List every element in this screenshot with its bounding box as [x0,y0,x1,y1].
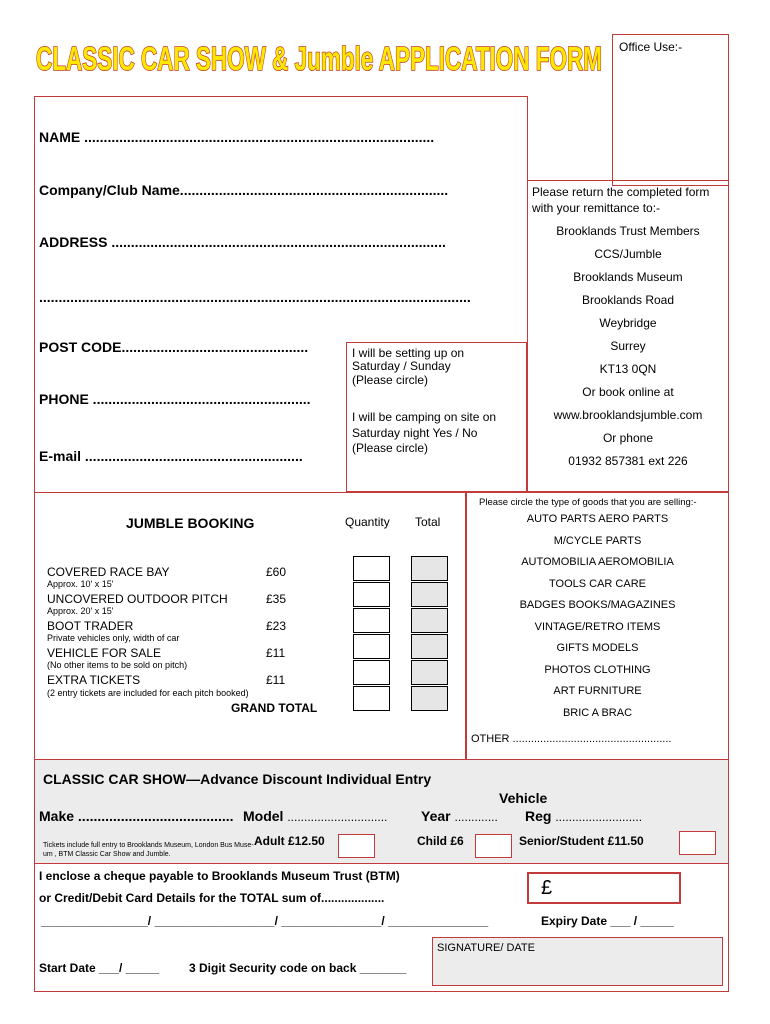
reg-dots: .......................... [555,810,643,824]
cheque-line: I enclose a cheque payable to Brooklands Museum Trust (BTM) [39,869,400,883]
signature-field[interactable] [432,937,723,986]
model-field[interactable] [243,808,387,824]
goods-option[interactable]: BADGES BOOKS/MAGAZINES [519,599,676,611]
make-label: Make ........................................ [39,808,234,824]
goods-option[interactable]: PHOTOS CLOTHING [544,663,651,676]
total-input[interactable] [411,582,448,607]
total-header: Total [415,515,441,529]
item-note: Approx. 10' x 15' [47,579,114,589]
item-price: £35 [266,592,287,606]
goods-other-field[interactable]: OTHER .................................................... [471,733,672,745]
grand-total-input[interactable] [411,686,448,711]
return-address-line: CCS/Jumble [594,247,662,261]
goods-option[interactable]: TOOLS CAR CARE [549,577,646,590]
return-address-line: Or phone [602,431,654,445]
reg-field[interactable] [525,808,642,824]
item-name: EXTRA TICKETS [47,673,141,687]
return-address-line: Brooklands Road [581,293,675,307]
return-address-line: Surrey [610,339,646,353]
item-note: (2 entry tickets are included for each pitch booked) [47,688,249,698]
setup-day-choice[interactable]: Saturday / Sunday [352,359,451,373]
camping-choice[interactable]: Saturday night Yes / No [352,426,478,440]
setup-line1: I will be setting up on [352,346,465,360]
ticket-note-line1: Tickets include full entry to Brooklands Museum, London Bus Muse- [43,842,254,849]
grand-total-label: GRAND TOTAL [231,701,318,715]
item-price: £60 [266,565,287,579]
signature-label: SIGNATURE/ DATE [437,942,535,954]
senior-quantity-input[interactable] [679,831,716,855]
year-field[interactable] [421,808,498,824]
reg-label: Reg [525,808,552,824]
return-address-line: Or book online at [582,385,674,399]
total-input[interactable] [411,660,448,685]
quantity-input[interactable] [353,660,390,685]
goods-option[interactable]: AUTO PARTS AERO PARTS [526,513,669,525]
return-address-line: Brooklands Museum [573,270,683,284]
camping-line1: I will be camping on site on [352,410,497,424]
camping-line3: (Please circle) [352,441,429,455]
goods-option[interactable]: M/CYCLE PARTS [553,534,642,547]
return-address-line: Weybridge [599,316,657,330]
email-field[interactable]: E-mail ........................................................ [39,448,303,464]
goods-heading: Please circle the type of goods that you are selling:- [479,497,697,508]
item-name: BOOT TRADER [47,619,134,633]
return-line2: with your remittance to:- [532,201,661,215]
card-line: or Credit/Debit Card Details for the TOTAL sum of................... [39,891,385,905]
total-input[interactable] [411,608,448,633]
postcode-field[interactable]: POST CODE................................................ [39,339,309,355]
year-dots: ............. [454,810,498,824]
item-name: UNCOVERED OUTDOOR PITCH [47,592,228,606]
child-price: Child £6 [417,834,464,848]
jumble-heading: JUMBLE BOOKING [126,515,255,531]
adult-quantity-input[interactable] [338,834,375,858]
car-show-heading: CLASSIC CAR SHOW—Advance Discount Individual Entry [43,771,432,787]
pound-sign: £ [541,877,553,899]
company-field[interactable]: Company/Club Name..................................................................... [39,182,449,198]
card-number-field[interactable]: ________________/ __________________/ _______________/ _______________ [41,914,489,928]
goods-option[interactable]: ART FURNITURE [553,685,642,697]
phone-field[interactable]: PHONE ........................................................ [39,391,311,407]
item-name: VEHICLE FOR SALE [47,646,162,660]
return-address-line: KT13 0QN [599,362,657,376]
goods-option[interactable]: AUTOMOBILIA AEROMOBILIA [521,556,674,568]
adult-price: Adult £12.50 [254,834,325,848]
quantity-input[interactable] [353,686,390,711]
model-label: Model [243,808,284,824]
item-note: (No other items to be sold on pitch) [47,660,188,670]
item-name: COVERED RACE BAY [47,565,170,579]
total-input[interactable] [411,556,448,581]
phone-number: 01932 857381 ext 226 [568,454,688,468]
item-note: Approx. 20' x 15' [47,606,114,616]
goods-option[interactable]: BRIC A BRAC [562,706,633,719]
quantity-input[interactable] [353,582,390,607]
address-line2-field[interactable]: ............................................................................................................... [39,289,471,305]
form-title [34,30,606,80]
item-price: £11 [266,673,286,687]
item-price: £11 [266,646,286,660]
quantity-header: Quantity [345,515,390,529]
total-amount-input[interactable] [527,872,681,904]
ticket-note-line2: um , BTM Classic Car Show and Jumble. [43,851,171,858]
year-label: Year [421,808,451,824]
vehicle-label: Vehicle [499,790,548,806]
quantity-input[interactable] [353,634,390,659]
return-line1: Please return the completed form [532,185,710,199]
office-use-label: Office Use:- [619,40,683,54]
quantity-input[interactable] [353,608,390,633]
name-field[interactable]: NAME .......................................................................................... [39,129,435,145]
item-note: Private vehicles only, width of car [47,633,180,643]
total-input[interactable] [411,634,448,659]
make-field[interactable] [39,808,234,824]
return-address-line: Brooklands Trust Members [556,224,700,238]
address-field[interactable]: ADDRESS ...................................................................................... [39,234,446,250]
model-dots: .............................. [287,810,388,824]
child-quantity-input[interactable] [475,834,512,858]
security-code-field[interactable]: 3 Digit Security code on back _______ [189,961,407,975]
item-price: £23 [266,619,287,633]
quantity-input[interactable] [353,556,390,581]
website-link[interactable]: www.brooklandsjumble.com [553,408,703,422]
senior-price: Senior/Student £11.50 [519,834,644,848]
office-use-box [612,34,729,186]
goods-list [466,513,729,728]
form-title-text: CLASSIC CAR SHOW & Jumble APPLICATION FORM [36,40,602,77]
goods-option[interactable]: VINTAGE/RETRO ITEMS [534,620,661,633]
start-date-field[interactable]: Start Date ___/ _____ [39,961,160,975]
goods-option[interactable]: GIFTS MODELS [556,642,639,654]
setup-line3: (Please circle) [352,373,429,387]
expiry-date-field[interactable]: Expiry Date ___ / _____ [541,914,674,928]
return-address [528,224,728,477]
